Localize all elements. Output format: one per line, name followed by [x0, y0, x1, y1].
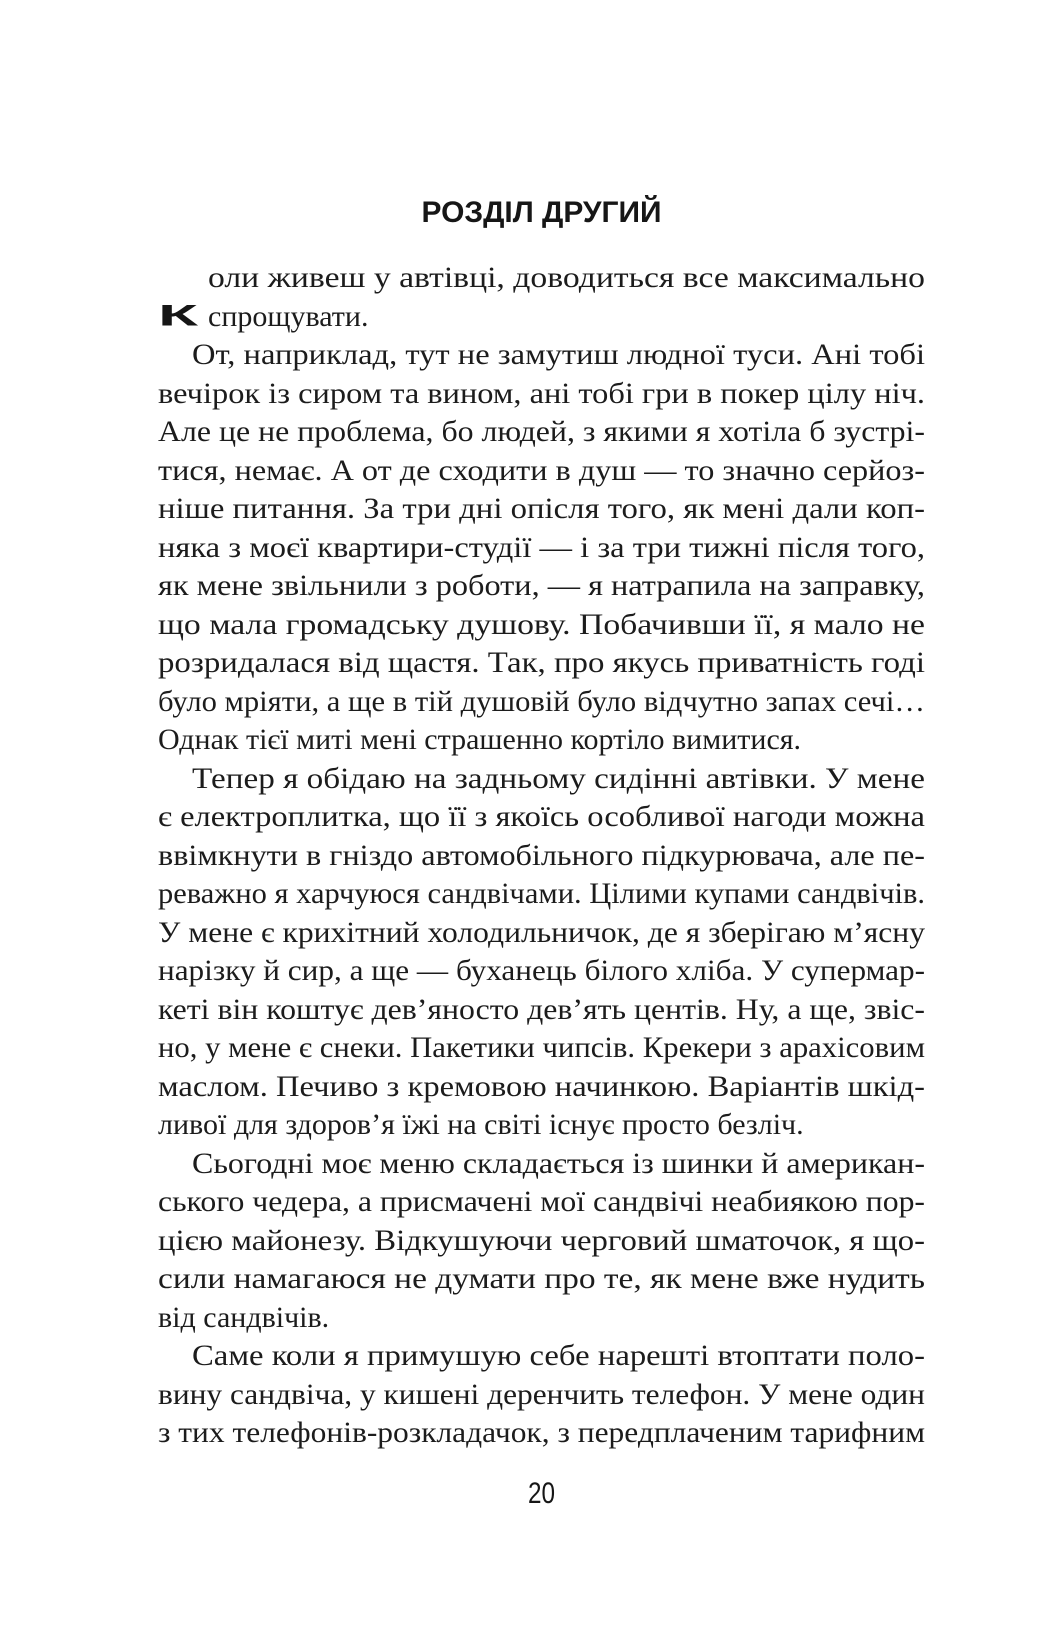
body-line — [158, 1297, 925, 1337]
body-line-text: з тих телефонів-розкладачок, з передплаченим тарифним — [158, 1416, 926, 1449]
body-line — [158, 835, 925, 875]
body-line-text: кеті він коштує дев’яносто дев’ять центів. Ну, а ще, звіс- — [158, 992, 925, 1026]
body-line-text: От, наприклад, тут не замутиш людної туси. Ані тобі — [192, 338, 925, 371]
body-line — [158, 411, 925, 451]
body-line-text: Але це не проблема, бо людей, з якими я хотіла б зустрі- — [158, 415, 925, 448]
body-line-text: сили намагаюся не думати про те, як мене вже нудить — [158, 1262, 925, 1295]
drop-cap-letter: К — [158, 299, 200, 333]
body-line-text: ніше питання. За три дні опісля того, як мені дали коп- — [158, 492, 925, 525]
body-line — [158, 334, 925, 374]
body-line — [158, 257, 925, 297]
body-line-text: оли живеш у автівці, доводиться все максимально — [208, 261, 925, 294]
page-number: 20 — [528, 1477, 555, 1510]
body-line-text: Однак тієї миті мені страшенно кортіло вимитися. — [158, 723, 802, 756]
body-line — [158, 565, 925, 605]
body-line — [158, 1374, 925, 1414]
body-line-text: що мала громадську душову. Побачивши її, я мало не — [158, 607, 925, 641]
body-line-text: но, у мене є снеки. Пакетики чипсів. Крекери з арахісовим — [158, 1031, 926, 1064]
body-line — [158, 642, 925, 682]
page-number-block — [158, 1473, 925, 1513]
body-line — [158, 296, 925, 336]
body-line — [158, 1066, 925, 1106]
body-line — [158, 989, 925, 1029]
body-line-text: є електроплитка, що її з якоїсь особливої нагоди можна — [158, 800, 926, 833]
body-line — [158, 1181, 925, 1221]
body-line-text: няка з моєї квартири-студії — і за три тижні після того, — [158, 530, 926, 564]
body-line — [158, 873, 925, 913]
body-line — [158, 1143, 925, 1183]
body-line — [158, 1258, 925, 1298]
body-line — [158, 912, 925, 952]
body-line-text: Сьогодні моє меню складається із шинки й американ- — [192, 1146, 925, 1180]
body-line — [158, 1220, 925, 1260]
body-line-text: Саме коли я примушую себе нарешті втоптати поло- — [192, 1339, 925, 1372]
body-line-text: спрощувати. — [208, 299, 369, 333]
body-line-text: вечірок із сиром та вином, ані тобі гри в покер цілу ніч. — [158, 376, 925, 410]
body-line-text: реважно я харчуюся сандвічами. Цілими купами сандвічів. — [158, 877, 925, 910]
body-line — [158, 719, 925, 759]
body-line-text: маслом. Печиво з кремовою начинкою. Варіантів шкід- — [158, 1069, 925, 1103]
body-line-text: Тепер я обідаю на задньому сидінні автівки. У мене — [192, 761, 925, 795]
body-line — [158, 488, 925, 528]
body-line — [158, 1335, 925, 1375]
body-line-text: від сандвічів. — [158, 1300, 330, 1334]
body-line — [158, 450, 925, 490]
body-line-text: нарізку й сир, а ще — буханець білого хліба. У супермар- — [158, 954, 926, 987]
body-line — [158, 1104, 925, 1144]
body-line — [158, 950, 925, 990]
body-line-text: ливої для здоров’я їжі на світі існує просто безліч. — [158, 1108, 804, 1141]
body-line-text: цією майонезу. Відкушуючи черговий шматочок, я що- — [158, 1223, 925, 1257]
body-line — [158, 796, 925, 836]
body-line-text: тися, немає. А от де сходити в душ — то значно серйоз- — [158, 453, 925, 487]
body-line-text: вину сандвіча, у кишені деренчить телефон. У мене один — [158, 1377, 925, 1411]
body-line-text: ввімкнути в гніздо автомобільного підкурювача, але пе- — [158, 838, 926, 872]
body-line — [158, 604, 925, 644]
body-line — [158, 1412, 925, 1452]
body-line — [158, 681, 925, 721]
page-title: РОЗДІЛ ДРУГИЙ — [421, 196, 663, 229]
chapter-title-block — [158, 170, 925, 232]
body-line — [158, 373, 925, 413]
body-line-text: розридалася від щастя. Так, про якусь приватність годі — [158, 646, 926, 679]
body-line-text: було мріяти, а ще в тій душовій було відчутно запах сечі… — [158, 684, 925, 718]
body-line-text: У мене є крихітний холодильничок, де я зберігаю м’ясну — [158, 915, 925, 949]
body-line-text: як мене звільнили з роботи, — я натрапила на заправку, — [158, 569, 925, 602]
body-line — [158, 1027, 925, 1067]
body-line-text: ського чедера, а присмачені мої сандвічі неабиякою пор- — [158, 1185, 925, 1218]
body-line — [158, 758, 925, 798]
body-line — [158, 527, 925, 567]
